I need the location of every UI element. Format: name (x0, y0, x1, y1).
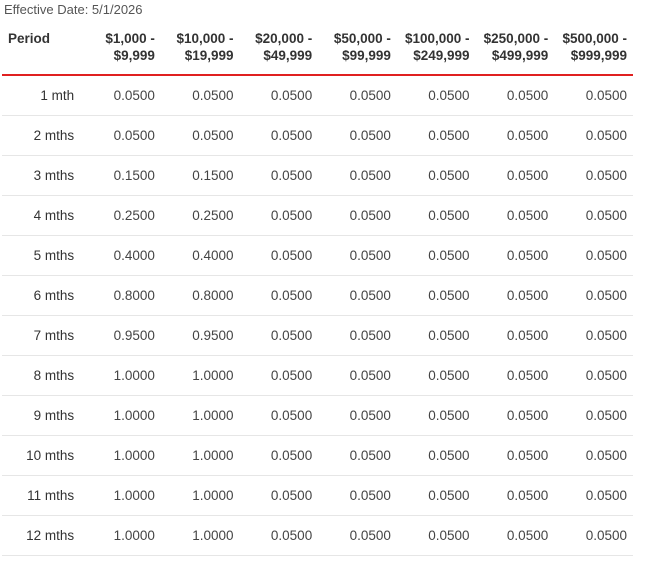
cell-rate: 0.0500 (476, 436, 555, 476)
cell-rate: 0.0500 (397, 356, 476, 396)
cell-rate: 1.0000 (82, 356, 161, 396)
cell-period: 10 mths (2, 436, 82, 476)
cell-rate: 0.0500 (476, 396, 555, 436)
cell-period: 2 mths (2, 116, 82, 156)
table-row (2, 396, 633, 436)
cell-rate: 0.4000 (161, 236, 240, 276)
table-row (2, 75, 633, 116)
cell-rate: 0.1500 (161, 156, 240, 196)
table-header (2, 24, 633, 75)
cell-rate: 0.2500 (82, 196, 161, 236)
table-header-row (2, 24, 633, 75)
cell-rate: 0.0500 (476, 476, 555, 516)
cell-rate: 0.0500 (554, 516, 633, 556)
table-row (2, 156, 633, 196)
cell-rate: 0.0500 (240, 516, 319, 556)
cell-period: 5 mths (2, 236, 82, 276)
cell-rate: 0.0500 (240, 236, 319, 276)
cell-rate: 0.0500 (82, 116, 161, 156)
cell-rate: 0.0500 (397, 116, 476, 156)
cell-rate: 0.0500 (161, 116, 240, 156)
cell-rate: 0.0500 (397, 196, 476, 236)
cell-rate: 0.0500 (397, 436, 476, 476)
cell-rate: 0.4000 (82, 236, 161, 276)
table-row (2, 516, 633, 556)
cell-rate: 0.0500 (240, 196, 319, 236)
cell-rate: 0.0500 (318, 356, 397, 396)
interest-rate-table (2, 24, 633, 556)
cell-rate: 0.0500 (397, 75, 476, 116)
column-header-band-1: $1,000 - $9,999 (82, 24, 161, 75)
cell-rate: 0.0500 (554, 436, 633, 476)
cell-rate: 0.0500 (318, 276, 397, 316)
cell-rate: 0.0500 (554, 196, 633, 236)
cell-rate: 1.0000 (161, 516, 240, 556)
cell-period: 11 mths (2, 476, 82, 516)
table-row (2, 116, 633, 156)
cell-rate: 0.0500 (554, 116, 633, 156)
cell-rate: 0.0500 (397, 316, 476, 356)
cell-rate: 0.0500 (318, 156, 397, 196)
cell-period: 9 mths (2, 396, 82, 436)
cell-rate: 0.0500 (397, 156, 476, 196)
column-header-band-2: $10,000 - $19,999 (161, 24, 240, 75)
cell-rate: 0.0500 (476, 516, 555, 556)
cell-rate: 0.0500 (318, 436, 397, 476)
cell-period: 1 mth (2, 75, 82, 116)
table-row (2, 276, 633, 316)
cell-rate: 0.0500 (397, 516, 476, 556)
table-row (2, 356, 633, 396)
cell-rate: 0.0500 (318, 236, 397, 276)
cell-rate: 0.0500 (554, 356, 633, 396)
table-row (2, 476, 633, 516)
cell-rate: 0.0500 (554, 236, 633, 276)
column-header-band-6: $250,000 - $499,999 (476, 24, 555, 75)
cell-rate: 0.0500 (240, 356, 319, 396)
cell-rate: 0.2500 (161, 196, 240, 236)
cell-rate: 0.0500 (397, 396, 476, 436)
cell-rate: 0.0500 (476, 116, 555, 156)
cell-rate: 0.0500 (240, 476, 319, 516)
cell-period: 7 mths (2, 316, 82, 356)
cell-rate: 0.8000 (82, 276, 161, 316)
cell-rate: 0.0500 (554, 396, 633, 436)
cell-rate: 0.0500 (554, 75, 633, 116)
cell-rate: 1.0000 (82, 436, 161, 476)
cell-rate: 0.0500 (476, 356, 555, 396)
cell-rate: 0.0500 (240, 436, 319, 476)
table-row (2, 316, 633, 356)
cell-rate: 0.1500 (82, 156, 161, 196)
table-row (2, 436, 633, 476)
cell-rate: 0.0500 (554, 156, 633, 196)
cell-rate: 0.9500 (82, 316, 161, 356)
cell-rate: 0.0500 (82, 75, 161, 116)
column-header-period: Period (2, 24, 82, 75)
column-header-band-3: $20,000 - $49,999 (240, 24, 319, 75)
table-row (2, 236, 633, 276)
cell-period: 12 mths (2, 516, 82, 556)
cell-rate: 0.0500 (476, 156, 555, 196)
cell-rate: 0.0500 (554, 276, 633, 316)
cell-rate: 0.0500 (240, 156, 319, 196)
cell-period: 6 mths (2, 276, 82, 316)
cell-rate: 0.0500 (397, 236, 476, 276)
cell-rate: 1.0000 (161, 356, 240, 396)
cell-rate: 0.0500 (318, 516, 397, 556)
column-header-band-5: $100,000 - $249,999 (397, 24, 476, 75)
cell-rate: 1.0000 (161, 436, 240, 476)
column-header-band-7: $500,000 - $999,999 (554, 24, 633, 75)
cell-rate: 0.0500 (476, 75, 555, 116)
cell-rate: 1.0000 (82, 396, 161, 436)
cell-rate: 0.0500 (318, 396, 397, 436)
cell-rate: 0.0500 (240, 316, 319, 356)
cell-period: 8 mths (2, 356, 82, 396)
cell-rate: 0.0500 (318, 75, 397, 116)
cell-rate: 0.0500 (476, 276, 555, 316)
column-header-band-4: $50,000 - $99,999 (318, 24, 397, 75)
cell-rate: 0.8000 (161, 276, 240, 316)
table-body (2, 75, 633, 556)
cell-rate: 0.0500 (397, 276, 476, 316)
cell-rate: 1.0000 (161, 396, 240, 436)
cell-rate: 0.0500 (318, 476, 397, 516)
effective-date-label: Effective Date: 5/1/2026 (4, 2, 143, 17)
cell-rate: 0.0500 (554, 476, 633, 516)
cell-rate: 0.0500 (240, 75, 319, 116)
cell-period: 3 mths (2, 156, 82, 196)
cell-rate: 0.0500 (318, 196, 397, 236)
cell-rate: 1.0000 (82, 516, 161, 556)
cell-rate: 0.0500 (397, 476, 476, 516)
cell-period: 4 mths (2, 196, 82, 236)
cell-rate: 0.0500 (318, 116, 397, 156)
cell-rate: 0.0500 (240, 276, 319, 316)
cell-rate: 0.0500 (554, 316, 633, 356)
cell-rate: 0.0500 (476, 316, 555, 356)
cell-rate: 1.0000 (82, 476, 161, 516)
cell-rate: 0.0500 (240, 116, 319, 156)
cell-rate: 0.9500 (161, 316, 240, 356)
cell-rate: 0.0500 (318, 316, 397, 356)
cell-rate: 0.0500 (476, 196, 555, 236)
cell-rate: 0.0500 (161, 75, 240, 116)
cell-rate: 1.0000 (161, 476, 240, 516)
table-row (2, 196, 633, 236)
cell-rate: 0.0500 (240, 396, 319, 436)
cell-rate: 0.0500 (476, 236, 555, 276)
